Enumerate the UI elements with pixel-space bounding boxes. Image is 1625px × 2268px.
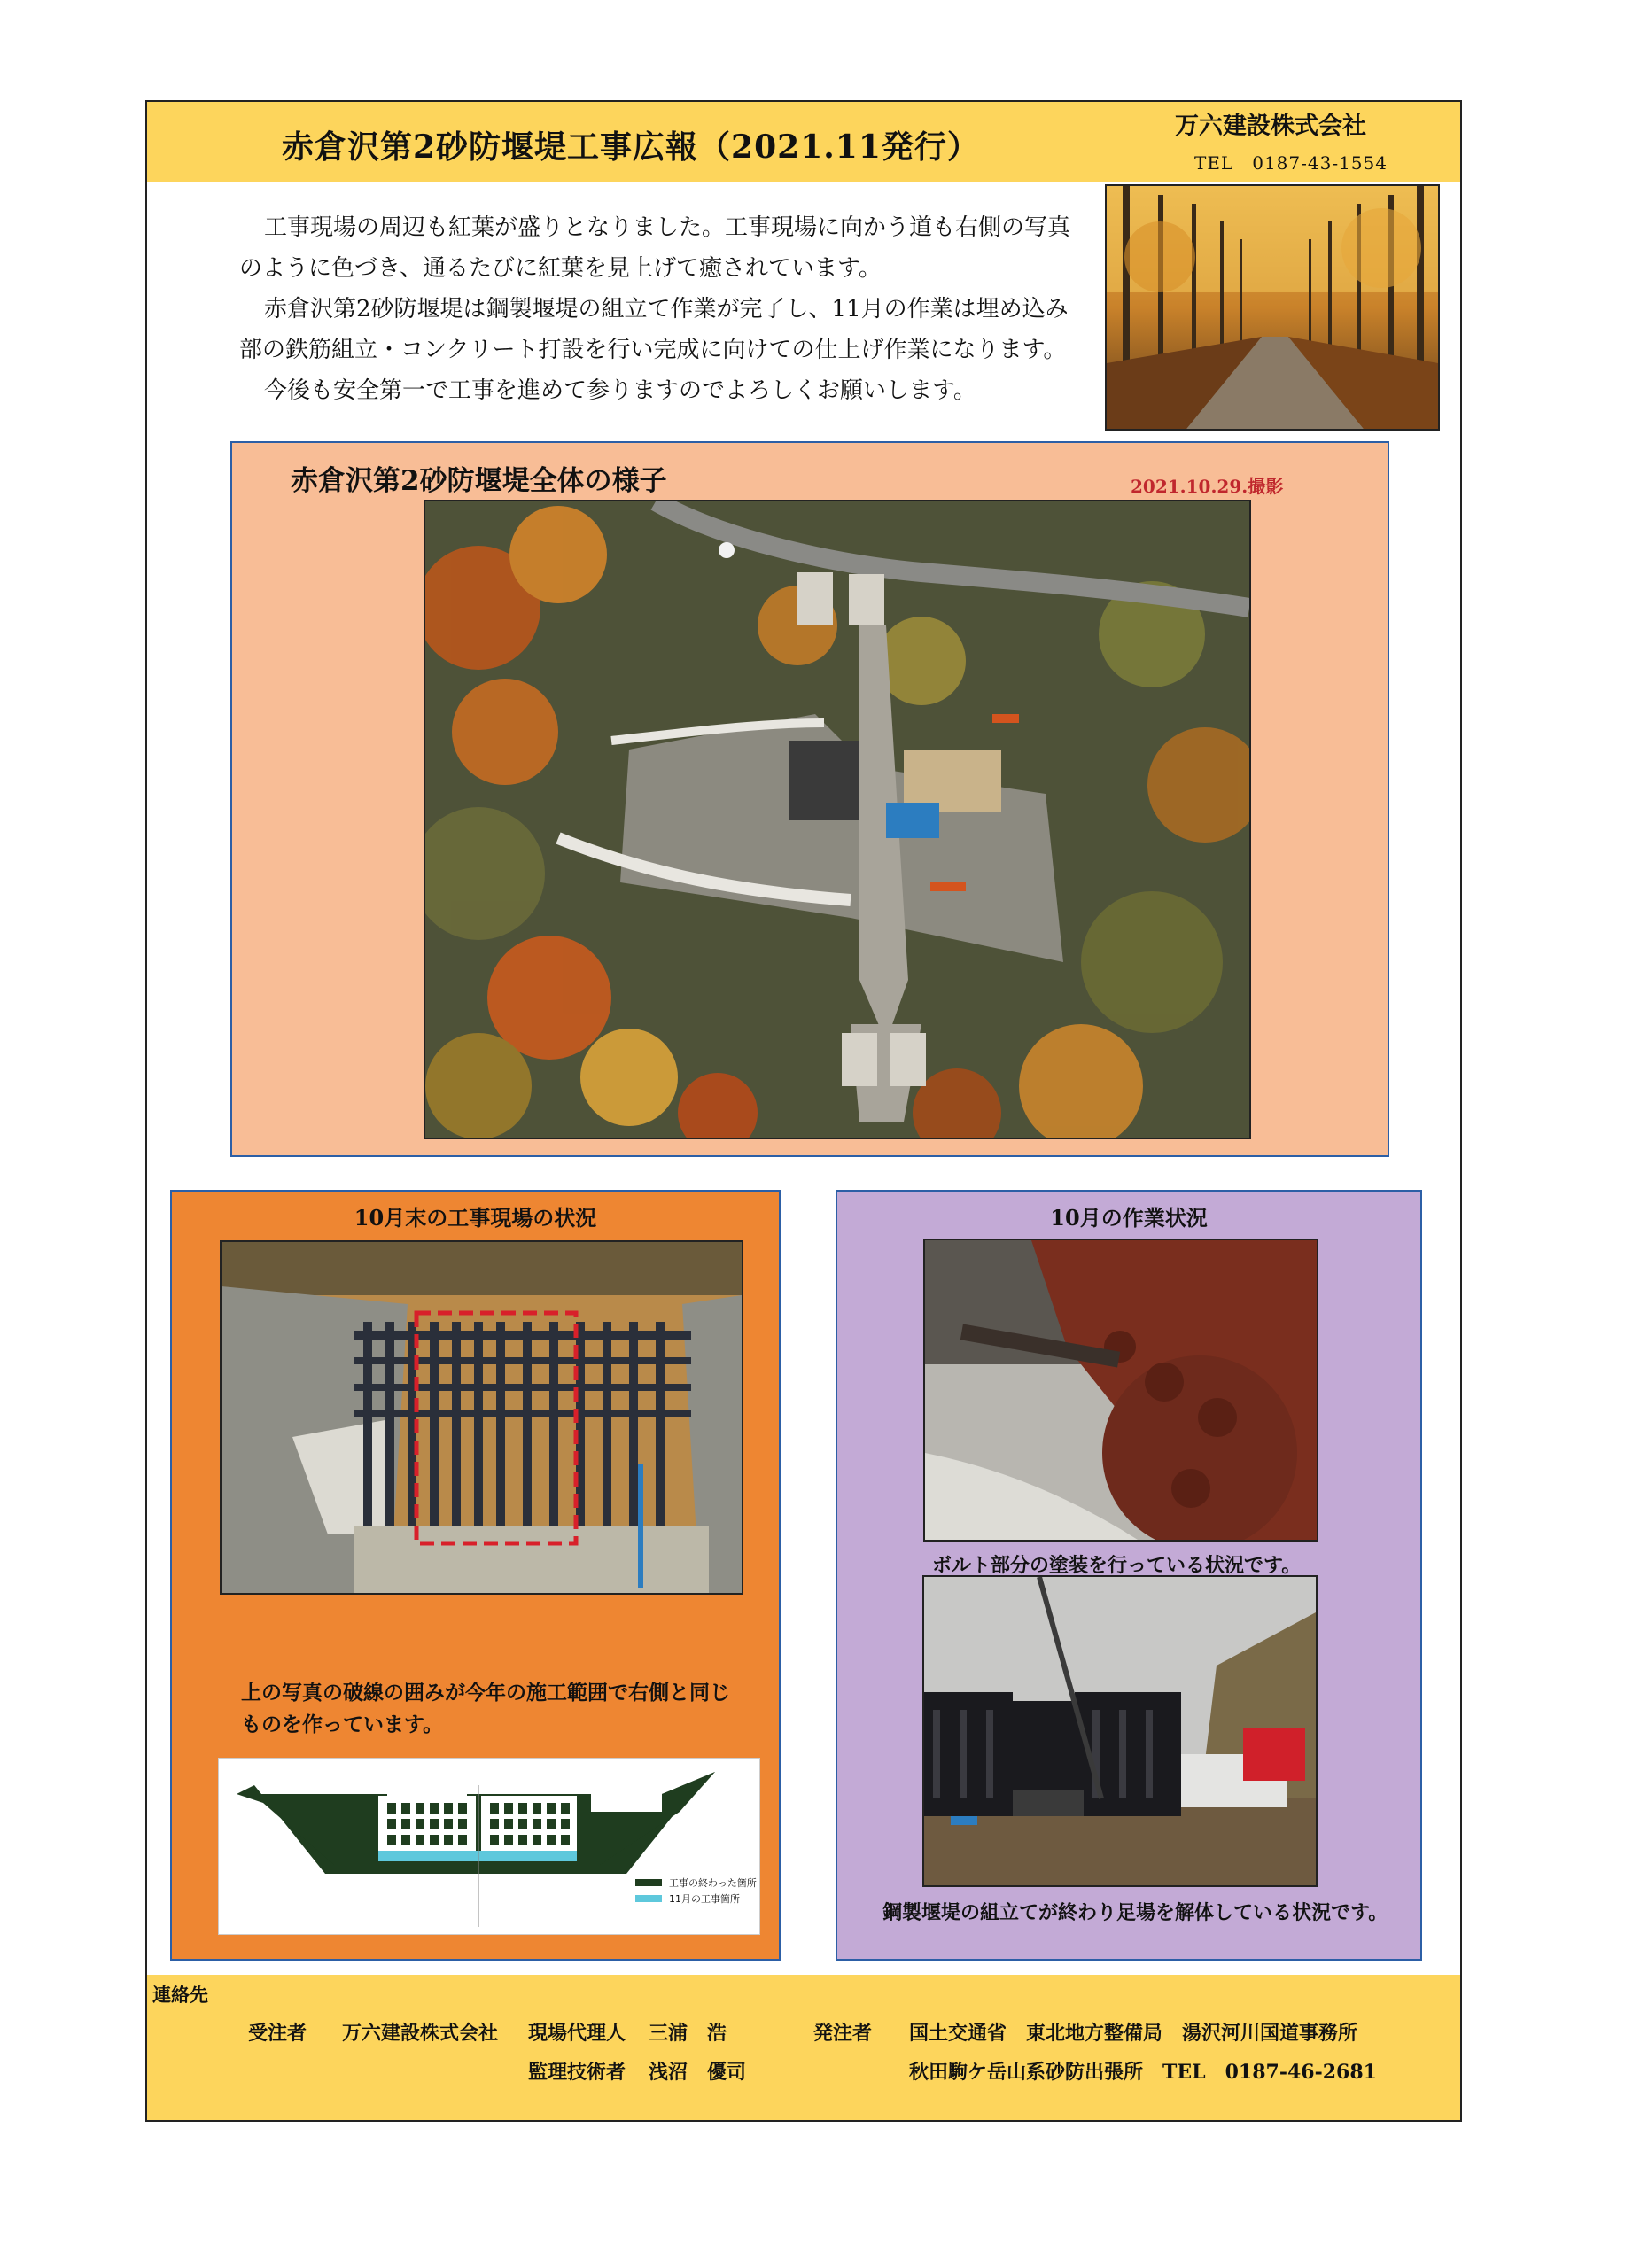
october-site-title: 10月末の工事現場の状況 (354, 1205, 597, 1231)
intro-paragraph: 今後も安全第一で工事を進めて参りますのでよろしくお願いします。 (264, 377, 976, 404)
intro-paragraph: 工事現場の周辺も紅葉が盛りとなりました。工事現場に向かう道も右側の写真のように色づき、通るたびに紅葉を見上げて癒されています。 (239, 214, 1071, 282)
contractor-name: 万六建設株式会社 (342, 2022, 499, 2045)
autumn-road-photo (1105, 184, 1440, 431)
october-site-note: 上の写真の破線の囲みが今年の施工範囲で右側と同じものを作っています。 (241, 1681, 730, 1736)
page-title: 赤倉沢第2砂防堰堤工事広報（2021.11発行） (282, 128, 980, 166)
dam-section-diagram (218, 1758, 760, 1935)
contact-heading: 連絡先 (152, 1984, 208, 2006)
site-agent-label: 現場代理人 (528, 2022, 626, 2045)
client-name: 国土交通省 東北地方整備局 湯沢河川国道事務所 (909, 2022, 1358, 2045)
photo-date: 2021.10.29.撮影 (1131, 476, 1284, 497)
footer-bar (147, 1975, 1460, 2120)
intro-paragraph: 赤倉沢第2砂防堰堤は鋼製堰堤の組立て作業が完了し、11月の作業は埋め込み部の鉄筋組立・コンクリート打設を行い完成に向けての仕上げ作業になります。 (239, 296, 1069, 363)
october-site-photo (220, 1240, 743, 1595)
legend-done-label: 工事の終わった箇所 (669, 1877, 757, 1889)
contractor-label: 受注者 (248, 2022, 307, 2045)
branch-office: 秋田駒ケ岳山系砂防出張所 TEL 0187-46-2681 (909, 2061, 1377, 2084)
overall-title: 赤倉沢第2砂防堰堤全体の様子 (291, 465, 667, 497)
scaffold-dismantle-photo (922, 1575, 1318, 1887)
site-agent-name: 三浦 浩 (649, 2022, 727, 2045)
company-name: 万六建設株式会社 (1175, 113, 1366, 140)
supervisor-label: 監理技術者 (528, 2061, 626, 2084)
aerial-dam-photo (424, 500, 1251, 1139)
company-tel: TEL 0187-43-1554 (1194, 152, 1388, 174)
legend-november-label: 11月の工事箇所 (669, 1893, 740, 1905)
bolt-painting-photo (923, 1239, 1318, 1542)
bolt-painting-caption: ボルト部分の塗装を行っている状況です。 (932, 1554, 1302, 1577)
supervisor-name: 浅沼 優司 (649, 2061, 747, 2084)
scaffold-dismantle-caption: 鋼製堰堤の組立てが終わり足場を解体している状況です。 (882, 1901, 1388, 1924)
client-label: 発注者 (813, 2022, 873, 2045)
october-work-title: 10月の作業状況 (1050, 1205, 1208, 1231)
intro-text (239, 207, 1090, 411)
